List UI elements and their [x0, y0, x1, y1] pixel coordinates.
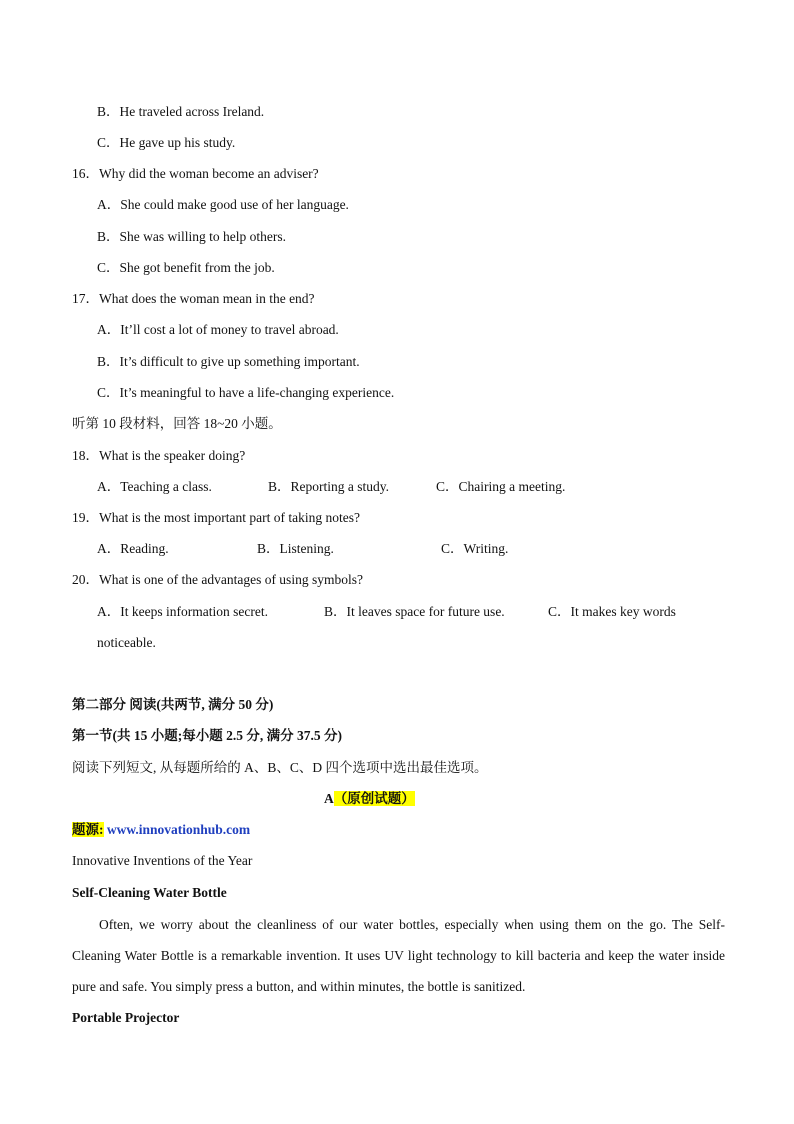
question-18-option-c: C．Chairing a meeting.	[436, 479, 566, 494]
question-19-option-a: A．Reading.	[97, 541, 169, 556]
question-19-option-b: B．Listening.	[257, 541, 334, 556]
article-title: Innovative Inventions of the Year	[72, 853, 253, 868]
question-15-option-b: B．He traveled across Ireland.	[97, 104, 265, 119]
passage-label	[324, 790, 415, 808]
question-20-option-a: A．It keeps information secret.	[97, 604, 268, 619]
section-one-heading: 第一节(共 15 小题;每小题 2.5 分, 满分 37.5 分)	[72, 728, 342, 743]
question-17-option-a: A．It’ll cost a lot of money to travel abroad.	[97, 322, 339, 337]
paragraph-self-cleaning-bottle	[72, 909, 725, 1002]
source-line	[72, 821, 250, 839]
question-18-option-b: B．Reporting a study.	[268, 479, 389, 494]
passage-letter: A	[324, 791, 334, 806]
question-17-option-c: C．It’s meaningful to have a life-changing experience.	[97, 385, 395, 400]
question-20-option-c-continuation: noticeable.	[97, 635, 156, 650]
question-17: 17．What does the woman mean in the end?	[72, 291, 315, 306]
question-15-option-c: C．He gave up his study.	[97, 135, 236, 150]
heading-portable-projector: Portable Projector	[72, 1010, 180, 1025]
question-20-option-b: B．It leaves space for future use.	[324, 604, 505, 619]
source-label: 题源:	[72, 822, 104, 837]
question-16-option-c: C．She got benefit from the job.	[97, 260, 275, 275]
question-16-option-a: A．She could make good use of her language.	[97, 197, 349, 212]
question-19: 19．What is the most important part of taking notes?	[72, 510, 360, 525]
question-16-option-b: B．She was willing to help others.	[97, 229, 286, 244]
reading-instruction: 阅读下列短文, 从每题所给的 A、B、C、D 四个选项中选出最佳选项。	[72, 760, 488, 775]
question-20-option-c: C．It makes key words	[548, 604, 676, 619]
question-19-option-c: C．Writing.	[441, 541, 509, 556]
heading-self-cleaning-bottle: Self-Cleaning Water Bottle	[72, 885, 227, 900]
question-18: 18．What is the speaker doing?	[72, 448, 246, 463]
question-16: 16．Why did the woman become an adviser?	[72, 166, 319, 181]
passage-tag: （原创试题）	[333, 791, 415, 806]
question-18-option-a: A．Teaching a class.	[97, 479, 212, 494]
part-two-heading: 第二部分 阅读(共两节, 满分 50 分)	[72, 697, 274, 712]
source-url-link[interactable]: www.innovationhub.com	[106, 822, 251, 837]
paragraph-text: Often, we worry about the cleanliness of our water bottles, especially when using them on the go. The Self-Cleaning Water Bottle is a remarkable invention. It uses UV light technology to kill bacteria and keep the water inside pure and safe. You simply press a button, and within minutes, the bottle is sanitized.	[72, 917, 725, 994]
material-10-instruction: 听第 10 段材料，回答 18~20 小题。	[72, 416, 282, 431]
question-20: 20．What is one of the advantages of using symbols?	[72, 572, 363, 587]
question-17-option-b: B．It’s difficult to give up something important.	[97, 354, 360, 369]
